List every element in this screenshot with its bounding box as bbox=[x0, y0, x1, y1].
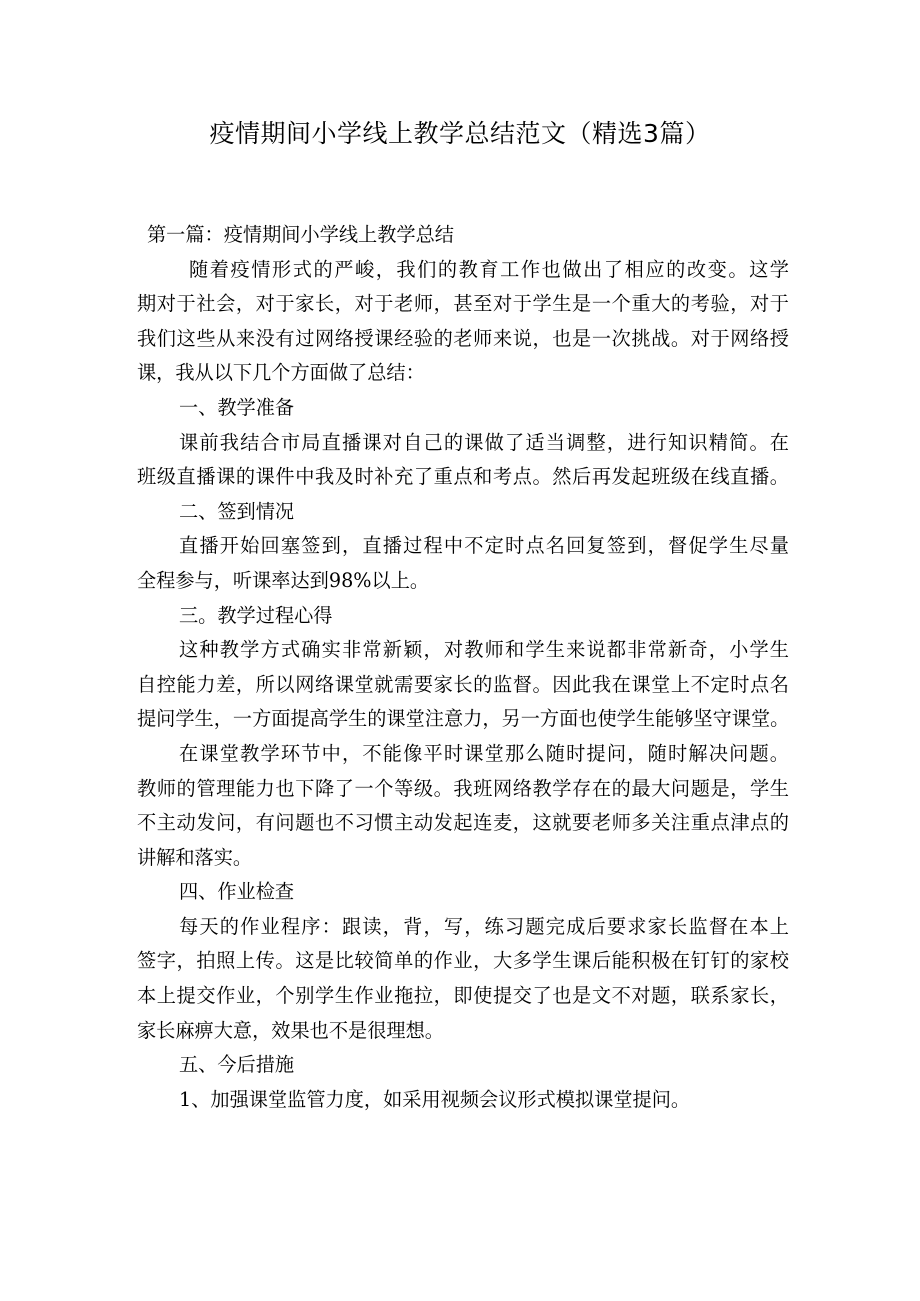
paragraph-line: 每天的作业程序：跟读，背，写，练习题完成后要求家长监督在本上 bbox=[179, 914, 789, 938]
subheading: 一、教学准备 bbox=[179, 395, 295, 419]
paragraph-line: 课，我从以下几个方面做了总结： bbox=[137, 361, 425, 385]
paragraph-line: 不主动发问，有问题也不习惯主动发起连麦，这就要老师多关注重点津点的 bbox=[137, 811, 789, 835]
document-body bbox=[137, 218, 789, 1117]
list-item: 1、加强课堂监管力度，如采用视频会议形式模拟课堂提问。 bbox=[179, 1087, 691, 1111]
paragraph-line: 本上提交作业，个别学生作业拖拉，即使提交了也是文不对题，联系家长， bbox=[137, 984, 789, 1008]
paragraph-line: 随着疫情形式的严峻，我们的教育工作也做出了相应的改变。这学 bbox=[189, 257, 789, 281]
paragraph-line: 全程参与，听课率达到98%以上。 bbox=[137, 568, 430, 592]
paragraph-line: 班级直播课的课件中我及时补充了重点和考点。然后再发起班级在线直播。 bbox=[137, 465, 789, 489]
subheading: 四、作业检查 bbox=[179, 880, 295, 904]
paragraph-line: 直播开始回塞签到，直播过程中不定时点名回复签到，督促学生尽量 bbox=[179, 534, 789, 558]
paragraph-line: 期对于社会，对于家长，对于老师，甚至对于学生是一个重大的考验，对于 bbox=[137, 292, 789, 316]
paragraph-line: 我们这些从来没有过网络授课经验的老师来说，也是一次挑战。对于网络授 bbox=[137, 326, 789, 350]
paragraph-line: 教师的管理能力也下降了一个等级。我班网络教学存在的最大问题是，学生 bbox=[137, 776, 789, 800]
subheading: 三。教学过程心得 bbox=[179, 603, 333, 627]
paragraph-line: 家长麻痹大意，效果也不是很理想。 bbox=[137, 1018, 444, 1042]
document-title: 疫情期间小学线上教学总结范文（精选3篇） bbox=[209, 119, 711, 148]
paragraph-line: 提问学生，一方面提高学生的课堂注意力，另一方面也使学生能够坚守课堂。 bbox=[137, 707, 789, 731]
paragraph-line: 签字，拍照上传。这是比较简单的作业，大多学生课后能积极在钉钉的家校 bbox=[137, 949, 789, 973]
section-heading: 第一篇：疫情期间小学线上教学总结 bbox=[147, 223, 454, 246]
paragraph-line: 这种教学方式确实非常新颖，对教师和学生来说都非常新奇，小学生 bbox=[179, 638, 789, 662]
subheading: 五、今后措施 bbox=[179, 1053, 295, 1077]
subheading: 二、签到情况 bbox=[179, 499, 295, 523]
paragraph-line: 自控能力差，所以网络课堂就需要家长的监督。因此我在课堂上不定时点名 bbox=[137, 672, 789, 696]
paragraph-line: 讲解和落实。 bbox=[137, 845, 253, 869]
paragraph-line: 在课堂教学环节中，不能像平时课堂那么随时提问，随时解决问题。 bbox=[179, 741, 789, 765]
paragraph-line: 课前我结合市局直播课对自己的课做了适当调整，进行知识精简。在 bbox=[179, 430, 789, 454]
